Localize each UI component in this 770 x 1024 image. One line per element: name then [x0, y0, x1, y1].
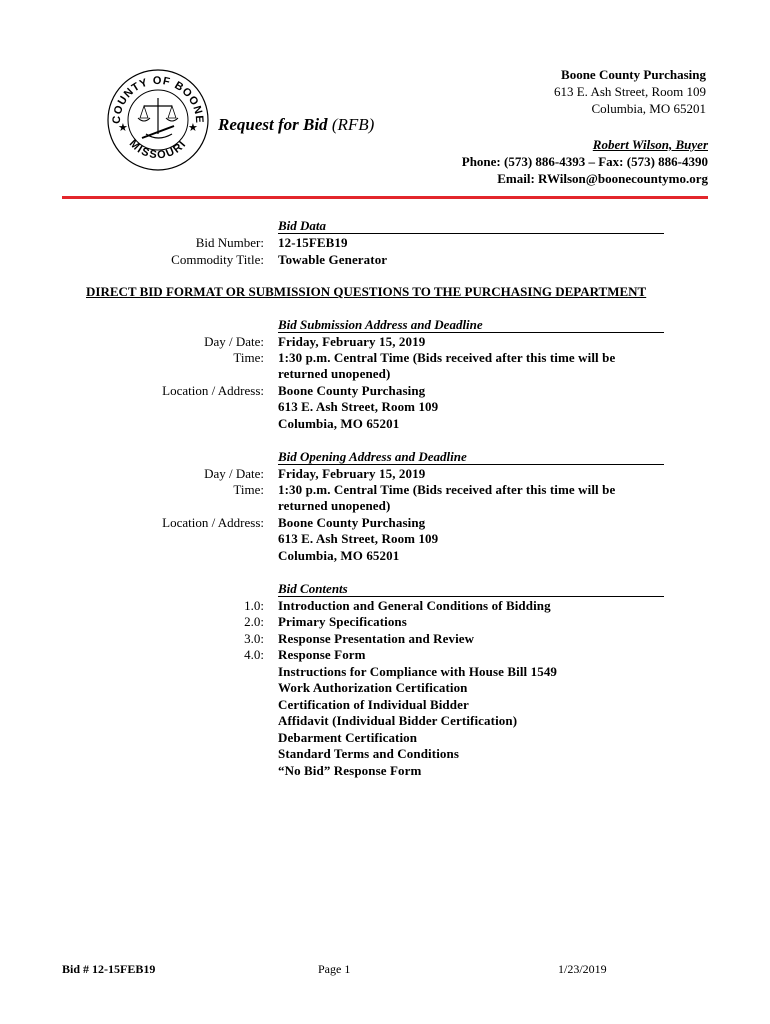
email: Email: RWilson@boonecountymo.org [497, 171, 708, 186]
direct-questions-notice: DIRECT BID FORMAT OR SUBMISSION QUESTIONS TO THE PURCHASING DEPARTMENT [86, 284, 647, 299]
footer-bid-ref: Bid # 12-15FEB19 [62, 962, 156, 976]
svg-text:MISSOURI [127, 138, 189, 162]
svg-text:★: ★ [188, 121, 198, 134]
submission-time-value: 1:30 p.m. Central Time (Bids received after this time will be [278, 350, 616, 365]
bid-data-heading: Bid Data [278, 218, 664, 234]
contents-item-number: 4.0: [244, 647, 264, 663]
contact-block [462, 136, 708, 187]
contents-item-text: Standard Terms and Conditions [278, 746, 459, 762]
opening-time-label: Time: [233, 482, 264, 497]
organization-block [554, 66, 706, 117]
org-address-line2: Columbia, MO 65201 [591, 101, 706, 116]
contents-item-text: Response Form [278, 647, 366, 663]
submission-day-value: Friday, February 15, 2019 [278, 334, 426, 349]
contents-item-text: Work Authorization Certification [278, 680, 468, 696]
submission-location-line2: 613 E. Ash Street, Room 109 [278, 399, 439, 414]
document-title [218, 115, 374, 135]
contents-item-text: “No Bid” Response Form [278, 762, 422, 778]
contents-item-text: Introduction and General Conditions of Bidding [278, 598, 551, 613]
seal-top-text: COUNTY OF BOONE [110, 74, 206, 125]
contents-item-number: 1.0: [244, 598, 264, 613]
document-title-main: Request for Bid [218, 115, 328, 134]
phone-fax: Phone: (573) 886-4393 – Fax: (573) 886-4390 [461, 154, 708, 169]
org-name: Boone County Purchasing [561, 67, 706, 82]
commodity-label: Commodity Title: [171, 252, 264, 267]
opening-location-label: Location / Address: [162, 515, 264, 530]
footer-page-number: Page 1 [318, 962, 351, 976]
submission-location-line3: Columbia, MO 65201 [278, 416, 400, 431]
contents-heading: Bid Contents [278, 581, 664, 597]
submission-location-label: Location / Address: [162, 383, 264, 398]
bid-number-value: 12-15FEB19 [278, 235, 348, 250]
bid-number-label: Bid Number: [195, 235, 264, 250]
footer-date: 1/23/2019 [558, 962, 607, 976]
opening-time-value: 1:30 p.m. Central Time (Bids received after this time will be [278, 482, 616, 497]
opening-day-value: Friday, February 15, 2019 [278, 466, 426, 481]
contents-item-number: 2.0: [244, 614, 264, 630]
svg-text:★: ★ [118, 121, 128, 134]
contents-item-text: Certification of Individual Bidder [278, 696, 469, 712]
opening-day-label: Day / Date: [204, 466, 264, 481]
contents-item-text: Debarment Certification [278, 729, 418, 745]
document-title-abbr: (RFB) [331, 115, 375, 134]
contents-item-text: Instructions for Compliance with House Bill 1549 [278, 663, 558, 679]
submission-heading: Bid Submission Address and Deadline [278, 317, 664, 333]
submission-time-label: Time: [233, 350, 264, 365]
seal-bottom-text: MISSOURI [126, 137, 190, 162]
contents-item-text: Response Presentation and Review [278, 630, 475, 646]
header-divider [62, 196, 708, 199]
opening-heading: Bid Opening Address and Deadline [278, 449, 664, 465]
opening-time-value-2: returned unopened) [278, 498, 391, 513]
opening-location-line3: Columbia, MO 65201 [278, 548, 400, 563]
contents-item-text: Affidavit (Individual Bidder Certification) [278, 713, 518, 729]
submission-time-value-2: returned unopened) [278, 366, 391, 381]
opening-location-line2: 613 E. Ash Street, Room 109 [278, 531, 439, 546]
contents-item-text: Primary Specifications [278, 614, 407, 630]
commodity-value: Towable Generator [278, 252, 388, 267]
county-seal-logo [106, 68, 210, 172]
contents-item-number: 3.0: [244, 630, 264, 646]
opening-location-line1: Boone County Purchasing [278, 515, 426, 530]
submission-location-line1: Boone County Purchasing [278, 383, 426, 398]
submission-day-label: Day / Date: [204, 334, 264, 349]
buyer-name: Robert Wilson, Buyer [592, 137, 708, 152]
org-address-line1: 613 E. Ash Street, Room 109 [553, 84, 706, 99]
